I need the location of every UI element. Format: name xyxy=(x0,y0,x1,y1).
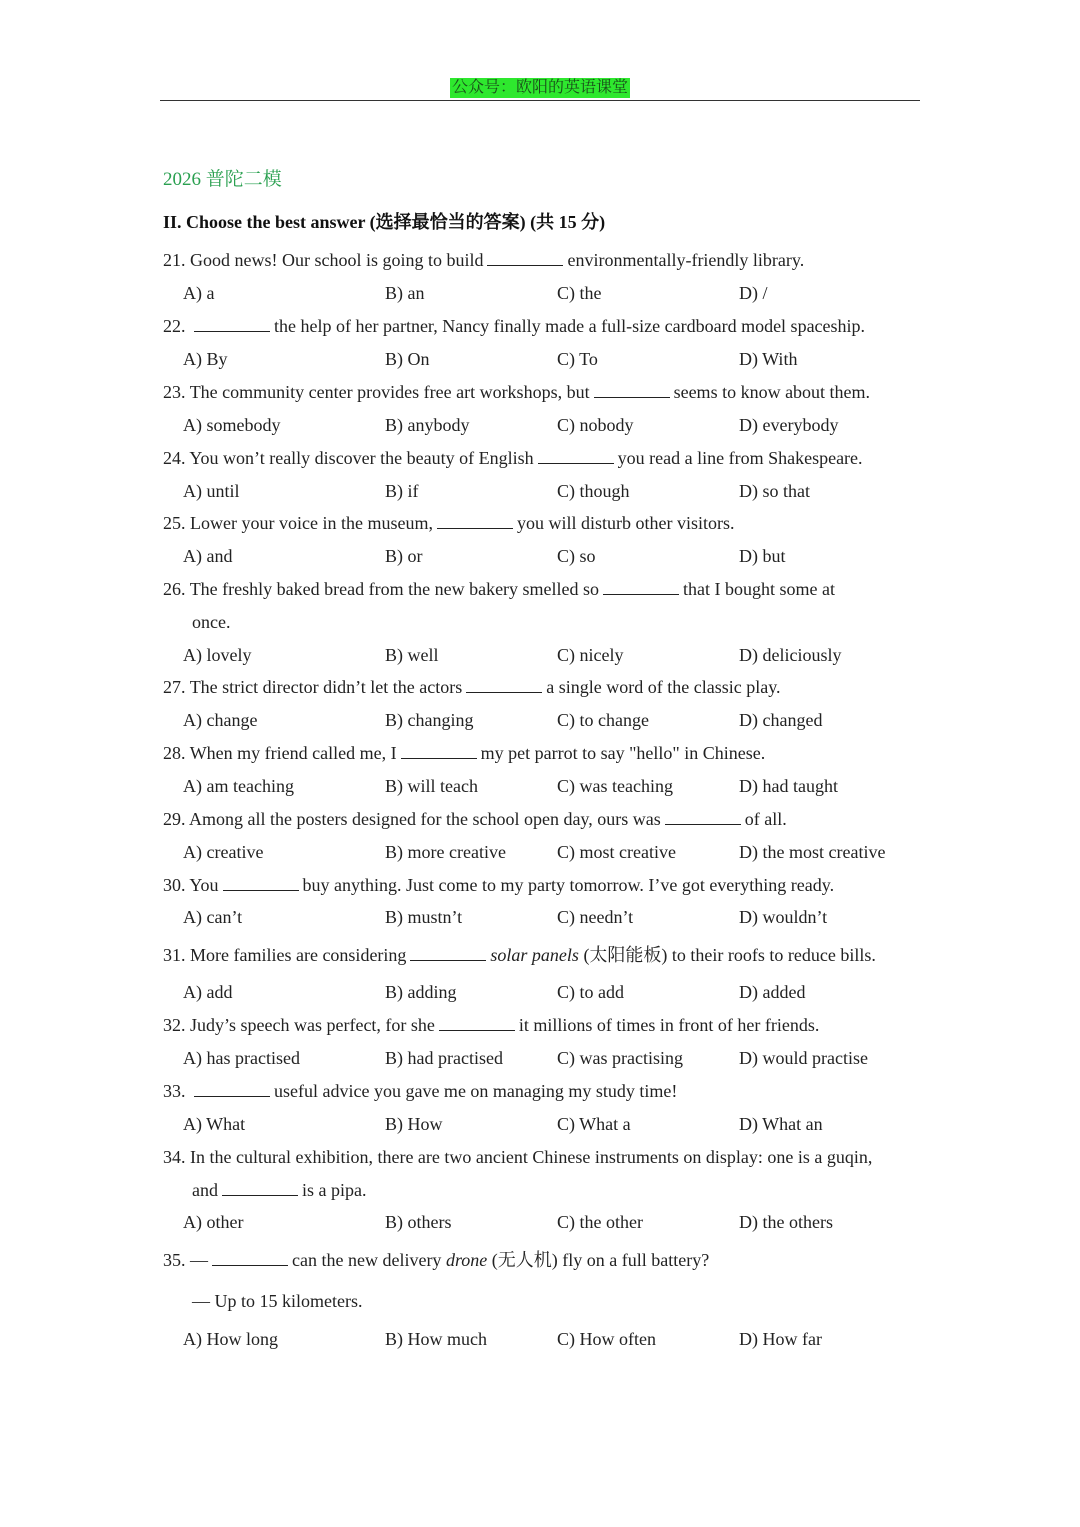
question-number: 22. xyxy=(163,316,190,336)
option-b: B) more creative xyxy=(385,842,506,862)
question-text-after: of all. xyxy=(744,809,787,829)
question-text-after: you will disturb other visitors. xyxy=(516,513,735,533)
option-a: A) creative xyxy=(183,842,264,862)
options-row xyxy=(0,774,1080,798)
option-d: D) so that xyxy=(739,481,810,501)
option-d: D) wouldn’t xyxy=(739,907,828,927)
question-text-before: You won’t really discover the beauty of English xyxy=(189,448,534,468)
answer-blank xyxy=(466,676,542,693)
option-a: A) lovely xyxy=(183,645,252,665)
option-b: B) How xyxy=(385,1114,443,1134)
part-title: II. Choose the best answer (选择最恰当的答案) (共 15 分) xyxy=(163,212,606,232)
question-continuation: once. xyxy=(192,612,231,632)
option-b: B) an xyxy=(385,283,425,303)
options-row xyxy=(0,281,1080,305)
option-b: B) if xyxy=(385,481,419,501)
option-c: C) needn’t xyxy=(557,907,634,927)
question-32 xyxy=(163,1013,923,1037)
options-row xyxy=(0,479,1080,503)
question-text-after: it millions of times in front of her friends. xyxy=(518,1015,820,1035)
answer-blank xyxy=(603,578,679,595)
options-row xyxy=(0,1327,1080,1351)
header xyxy=(0,78,1080,98)
header-watermark: 公众号：欧阳的英语课堂 xyxy=(451,79,628,96)
option-c: C) nobody xyxy=(557,415,634,435)
question-number: 33. xyxy=(163,1081,190,1101)
options-row xyxy=(0,840,1080,864)
option-a: A) am teaching xyxy=(183,776,294,796)
option-b: B) changing xyxy=(385,710,474,730)
answer-blank xyxy=(487,249,563,266)
answer-blank xyxy=(665,808,741,825)
question-text-before: Judy’s speech was perfect, for she xyxy=(190,1015,435,1035)
option-d: D) the others xyxy=(739,1212,833,1232)
option-a: A) and xyxy=(183,546,233,566)
question-text-after: is a pipa. xyxy=(302,1180,367,1200)
options-row xyxy=(0,1210,1080,1234)
question-34 xyxy=(163,1145,923,1202)
option-c: C) though xyxy=(557,481,630,501)
option-a: A) somebody xyxy=(183,415,281,435)
question-number: 28. xyxy=(163,743,190,763)
question-text-after: the help of her partner, Nancy finally made a full-size cardboard model spaceship. xyxy=(274,316,866,336)
option-b: B) On xyxy=(385,349,430,369)
options-row xyxy=(0,1112,1080,1136)
question-24 xyxy=(163,446,923,470)
option-a: A) change xyxy=(183,710,258,730)
option-a: A) until xyxy=(183,481,240,501)
option-c: C) the xyxy=(557,283,602,303)
question-text-before: — xyxy=(190,1250,208,1270)
option-c: C) To xyxy=(557,349,598,369)
question-number: 29. xyxy=(163,809,190,829)
options-row xyxy=(0,1046,1080,1070)
option-c: C) What a xyxy=(557,1114,631,1134)
option-d: D) changed xyxy=(739,710,823,730)
option-b: B) others xyxy=(385,1212,452,1232)
option-a: A) By xyxy=(183,349,228,369)
question-text-after: (太阳能板) to their roofs to reduce bills. xyxy=(583,945,876,965)
question-text-after: (无人机) fly on a full battery? xyxy=(491,1250,710,1270)
option-c: C) the other xyxy=(557,1212,643,1232)
question-text-after: useful advice you gave me on managing my study time! xyxy=(274,1081,678,1101)
option-a: A) has practised xyxy=(183,1048,300,1068)
option-d: D) the most creative xyxy=(739,842,886,862)
question-text-after: seems to know about them. xyxy=(673,382,871,402)
question-continuation xyxy=(163,1178,923,1202)
question-text-after: that I bought some at xyxy=(683,579,836,599)
answer-blank xyxy=(223,874,299,891)
question-number: 35. xyxy=(163,1250,190,1270)
option-b: B) well xyxy=(385,645,439,665)
options-row xyxy=(0,905,1080,929)
option-c: C) How often xyxy=(557,1329,656,1349)
question-33 xyxy=(163,1079,923,1103)
question-25 xyxy=(163,511,923,535)
question-text-before: In the cultural exhibition, there are two ancient Chinese instruments on display: one is a guqin, xyxy=(190,1147,873,1167)
option-a: A) can’t xyxy=(183,907,243,927)
option-d: D) / xyxy=(739,283,768,303)
options-row xyxy=(0,708,1080,732)
question-number: 21. xyxy=(163,250,190,270)
answer-blank xyxy=(222,1179,298,1196)
question-number: 26. xyxy=(163,579,190,599)
question-23 xyxy=(163,380,923,404)
option-a: A) other xyxy=(183,1212,244,1232)
question-31 xyxy=(163,943,923,967)
option-c: C) most creative xyxy=(557,842,676,862)
section-title: 2026 普陀二模 xyxy=(163,169,282,190)
option-a: A) How long xyxy=(183,1329,278,1349)
answer-blank xyxy=(594,381,670,398)
option-d: D) deliciously xyxy=(739,645,842,665)
options-row xyxy=(0,413,1080,437)
option-b: B) will teach xyxy=(385,776,478,796)
option-d: D) would practise xyxy=(739,1048,868,1068)
option-c: C) nicely xyxy=(557,645,624,665)
option-d: D) How far xyxy=(739,1329,822,1349)
question-text-before: You xyxy=(189,875,219,895)
question-text-after: my pet parrot to say "hello" in Chinese. xyxy=(480,743,766,763)
question-text-before: When my friend called me, I xyxy=(189,743,397,763)
question-text-before: Lower your voice in the museum, xyxy=(190,513,433,533)
question-text-before: and xyxy=(192,1180,218,1200)
option-a: A) a xyxy=(183,283,215,303)
question-30 xyxy=(163,873,923,897)
question-text-before: The community center provides free art workshops, but xyxy=(189,382,590,402)
question-text-before: The freshly baked bread from the new bakery smelled so xyxy=(189,579,600,599)
options-row xyxy=(0,544,1080,568)
option-d: D) had taught xyxy=(739,776,838,796)
options-row xyxy=(0,347,1080,371)
question-text-before: More families are considering xyxy=(190,945,407,965)
option-d: D) but xyxy=(739,546,786,566)
question-35 xyxy=(163,1248,923,1272)
option-b: B) or xyxy=(385,546,423,566)
option-b: B) How much xyxy=(385,1329,487,1349)
question-text-after: a single word of the classic play. xyxy=(546,677,781,697)
question-text-before: The strict director didn’t let the actors xyxy=(189,677,463,697)
question-number: 30. xyxy=(163,875,190,895)
question-text-before: Among all the posters designed for the school open day, ours was xyxy=(189,809,661,829)
option-c: C) to add xyxy=(557,982,624,1002)
question-number: 24. xyxy=(163,448,190,468)
option-c: C) was teaching xyxy=(557,776,673,796)
option-b: B) adding xyxy=(385,982,457,1002)
question-text-after: buy anything. Just come to my party tomorrow. I’ve got everything ready. xyxy=(302,875,835,895)
answer-blank xyxy=(538,447,614,464)
question-italic: solar panels xyxy=(490,945,584,965)
question-text-after: environmentally-friendly library. xyxy=(567,250,805,270)
question-text-after: you read a line from Shakespeare. xyxy=(617,448,863,468)
option-b: B) anybody xyxy=(385,415,470,435)
option-c: C) so xyxy=(557,546,596,566)
option-d: D) everybody xyxy=(739,415,839,435)
option-d: D) What an xyxy=(739,1114,823,1134)
option-b: B) mustn’t xyxy=(385,907,463,927)
option-d: D) With xyxy=(739,349,798,369)
question-29 xyxy=(163,807,923,831)
question-text-before: Good news! Our school is going to build xyxy=(190,250,484,270)
header-rule xyxy=(160,100,920,101)
answer-blank xyxy=(194,1080,270,1097)
question-number: 27. xyxy=(163,677,190,697)
answer-blank xyxy=(439,1014,515,1031)
question-number: 31. xyxy=(163,945,190,965)
option-a: A) What xyxy=(183,1114,246,1134)
question-27 xyxy=(163,675,923,699)
question-number: 23. xyxy=(163,382,190,402)
question-22 xyxy=(163,314,923,338)
answer-blank xyxy=(437,512,513,529)
question-number: 32. xyxy=(163,1015,190,1035)
question-21 xyxy=(163,248,923,272)
option-b: B) had practised xyxy=(385,1048,503,1068)
question-26 xyxy=(163,577,923,634)
option-c: C) was practising xyxy=(557,1048,683,1068)
option-d: D) added xyxy=(739,982,806,1002)
options-row xyxy=(0,980,1080,1004)
question-italic: drone xyxy=(445,1250,492,1270)
dialogue-answer: — Up to 15 kilometers. xyxy=(192,1291,363,1311)
option-c: C) to change xyxy=(557,710,649,730)
answer-blank xyxy=(410,944,486,961)
option-a: A) add xyxy=(183,982,233,1002)
answer-blank xyxy=(212,1249,288,1266)
question-28 xyxy=(163,741,923,765)
answer-blank xyxy=(401,742,477,759)
answer-blank xyxy=(194,315,270,332)
options-row xyxy=(0,643,1080,667)
question-number: 34. xyxy=(163,1147,190,1167)
question-number: 25. xyxy=(163,513,190,533)
question-text-after: can the new delivery xyxy=(292,1250,446,1270)
